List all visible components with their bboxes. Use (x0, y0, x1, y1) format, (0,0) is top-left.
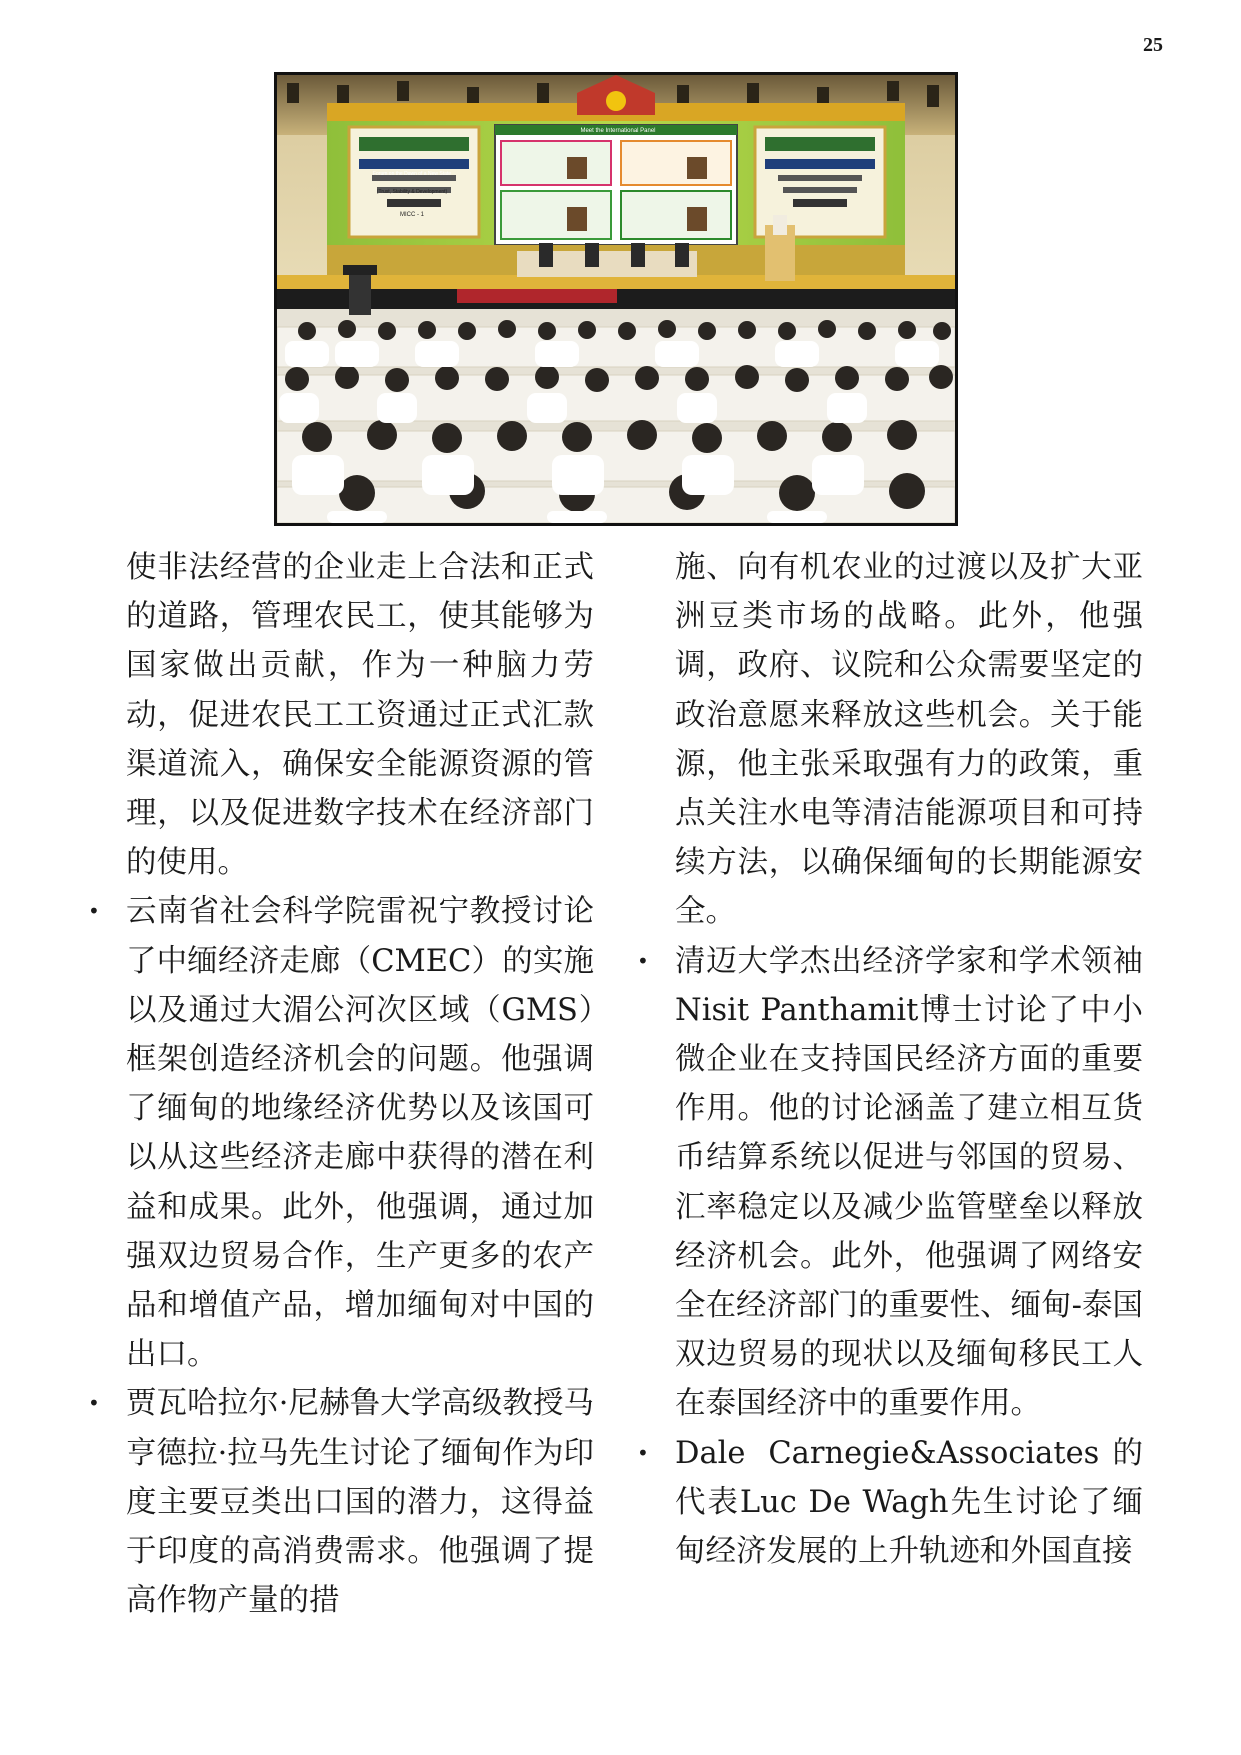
left-continuation-paragraph: 使非法经营的企业走上合法和正式的道路，管理农民工，使其能够为国家做出贡献，作为一种脑力劳动，促进农民工工资通过正式汇款渠道流入，确保安全能源资源的管理，以及促进数字技术在经济部门的使用。 (126, 550, 594, 881)
right-continuation-paragraph: 施、向有机农业的过渡以及扩大亚洲豆类市场的战略。此外，他强调，政府、议院和公众需要坚定的政治意愿来释放这些机会。关于能源，他主张采取强有力的政策，重点关注水电等清洁能源项目和可持续方法，以确保缅甸的长期能源安全。 (675, 550, 1143, 930)
right-bullet-list (675, 937, 1143, 1577)
left-column (126, 543, 594, 1625)
conference-scene (277, 75, 955, 523)
bullet-item-lei-zhuning: • 云南省社会科学院雷祝宁教授讨论了中缅经济走廊（CMEC）的实施以及通过大湄公河次区域（GMS）框架创造经济机会的问题。他强调了缅甸的地缘经济优势以及该国可以从这些经济走廊中获得的潜在利益和成果。此外，他强调，通过加强双边贸易合作，生产更多的农产品和增值产品，增加缅甸对中国的出口。 (126, 887, 594, 1379)
bullet-item-mahendra-lama: • 贾瓦哈拉尔·尼赫鲁大学高级教授马亨德拉·拉马先生讨论了缅甸作为印度主要豆类出口国的潜力，这得益于印度的高消费需求。他强调了提高作物产量的措 (126, 1379, 594, 1625)
page-number: 25 (1143, 34, 1163, 56)
bullet-item-luc-de-wagh: • Dale Carnegie&Associates的代表Luc De Wagh先生讨论了缅甸经济发展的上升轨迹和外国直接 (675, 1429, 1143, 1577)
conference-photo (274, 72, 958, 526)
bullet-item-nisit-panthamit: • 清迈大学杰出经济学家和学术领袖Nisit Panthamit博士讨论了中小微企业在支持国民经济方面的重要作用。他的讨论涵盖了建立相互货币结算系统以促进与邻国的贸易、汇率稳定以及减少监管壁垒以释放经济机会。此外，他强调了网络安全在经济部门的重要性、缅甸-泰国双边贸易的现状以及缅甸移民工人在泰国经济中的重要作用。 (675, 937, 1143, 1429)
banner-title: Forum on the Dawn of a New State (372, 171, 452, 177)
screen-heading: Meet the International Panel (580, 128, 656, 134)
right-column (675, 543, 1143, 1576)
banner-subtitle: (Trust, Stability & Development) (376, 189, 448, 195)
left-bullet-list (126, 887, 594, 1625)
venue-label: MICC - 1 (400, 212, 424, 218)
